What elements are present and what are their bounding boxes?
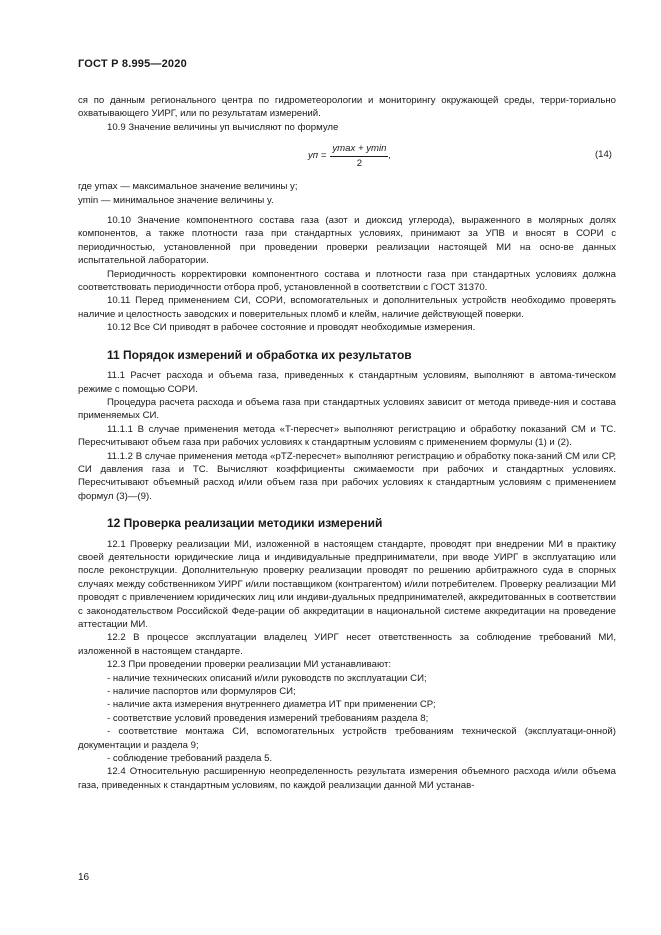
formula-14 xyxy=(78,140,616,172)
list-item: - соответствие монтажа СИ, вспомогательных устройств требованиям технической (эксплуатаци-онной) документации и раздела 9; xyxy=(78,726,616,751)
paragraph-10-12: 10.12 Все СИ приводят в рабочее состояние и проводят необходимые измерения. xyxy=(107,322,476,334)
formula-lhs: yп = xyxy=(308,150,327,162)
where-line-1: где ymax — максимальное значение величины y; xyxy=(78,181,298,193)
paragraph-12-3: 12.3 При проведении проверки реализации МИ устанавливают: xyxy=(107,659,392,671)
paragraph-10-10: 10.10 Значение компонентного состава газа (азот и диоксид углерода), выраженного в молярных долях компонентов, а также плотности газа при стандартных условиях, принимают за УПВ и вносят в СОРИ с периодичностью, установленной при проведении проверки реализации настоящей МИ на осно-ве данных испытательной лаборатории. xyxy=(78,215,616,267)
paragraph-12-2: 12.2 В процессе эксплуатации владелец УИРГ несет ответственность за соблюдение требований МИ, изложенной в настоящем стандарте. xyxy=(78,632,616,657)
paragraph-10-10-periodicity: Периодичность корректировки компонентного состава и плотности газа при стандартных условиях должна соответствовать периодичности отбора проб, установленной в соответствии с ГОСТ 31370. xyxy=(78,268,616,294)
section-12-heading: 12 Проверка реализации методики измерений xyxy=(107,516,383,531)
paragraph-10-9: 10.9 Значение величины yп вычисляют по формуле xyxy=(107,121,339,133)
formula-number: (14) xyxy=(594,149,612,161)
document-header: ГОСТ Р 8.995—2020 xyxy=(78,58,187,70)
paragraph-11-1-2: 11.1.2 В случае применения метода «pTZ-пересчет» выполняют регистрацию и обработку пока-заний СМ или СР, СИ давления газа и ТС. Вычисляют коэффициенты сжимаемости при рабочих и стандартных условиях. Пересчитывают объемный расход и/или объем газа при рабочих условиях к стандартным условиям с применением формул (3)—(9). xyxy=(78,450,616,502)
where-line-2: ymin — минимальное значение величины y. xyxy=(78,194,274,206)
document-body xyxy=(78,94,616,792)
formula-tail: , xyxy=(388,150,392,162)
section-11-heading: 11 Порядок измерений и обработка их результатов xyxy=(107,347,412,362)
paragraph-11-1-procedure: Процедура расчета расхода и объема газа при стандартных условиях зависит от метода приведе-ния и состава применяемых СИ. xyxy=(78,396,616,422)
intro-paragraph: ся по данным регионального центра по гидрометеорологии и мониторингу окружающей среды, терри-ториально охватывающего УИРГ, или по результатам измерений. xyxy=(78,95,616,120)
page-number: 16 xyxy=(78,872,90,883)
formula-fraction xyxy=(330,142,388,170)
paragraph-12-4: 12.4 Относительную расширенную неопределенность результата измерения объемного расхода и/или объема газа, приведенных к стандартным условиям, по каждой реализации данной МИ устанав- xyxy=(78,766,616,791)
formula-denominator: 2 xyxy=(356,157,363,169)
list-item: - наличие технических описаний и/или руководств по эксплуатации СИ; xyxy=(107,672,427,684)
formula-numerator: ymax + ymin xyxy=(330,142,388,156)
formula-expression xyxy=(308,142,391,170)
paragraph-11-1: 11.1 Расчет расхода и объема газа, приведенных к стандартным условиям, выполняют в автома-тическом режиме с помощью СОРИ. xyxy=(78,370,616,395)
paragraph-12-1: 12.1 Проверку реализации МИ, изложенной в настоящем стандарте, проводят при внедрении МИ в практику своей деятельности юридические лица и индивидуальные предприниматели, при вводе УИРГ в эксплуатацию или после реконструкции. Дополнительную проверку реализации проводят по решению арбитражного суда в спорных случаях между собственником УИРГ и/или поставщиком (контрагентом) и/или потребителем. Проверку реализации МИ проводят с привлечением юридических лиц или индиви-дуальных предпринимателей, аккредитованных в соответствии с законодательством Российской Феде-рации об аккредитации в национальной системе аккредитации на проведение аттестации МИ. xyxy=(78,538,616,630)
list-item: - соблюдение требований раздела 5. xyxy=(107,753,273,765)
paragraph-11-1-1: 11.1.1 В случае применения метода «T-пересчет» выполняют регистрацию и обработку показаний СМ и ТС. Пересчитывают объем газа при рабочих условиях к стандартным условиям с применением формулы (1) и (2). xyxy=(78,423,616,449)
list-item: - наличие акта измерения внутреннего диаметра ИТ при применении СР; xyxy=(107,699,436,711)
paragraph-10-11: 10.11 Перед применением СИ, СОРИ, вспомогательных и дополнительных устройств необходимо проверять наличие и целостность заводских и поверительных пломб и клейм, наличие действующей поверки. xyxy=(78,295,616,320)
list-item: - наличие паспортов или формуляров СИ; xyxy=(107,686,296,698)
list-item: - соответствие условий проведения измерений требованиям раздела 8; xyxy=(107,712,429,724)
